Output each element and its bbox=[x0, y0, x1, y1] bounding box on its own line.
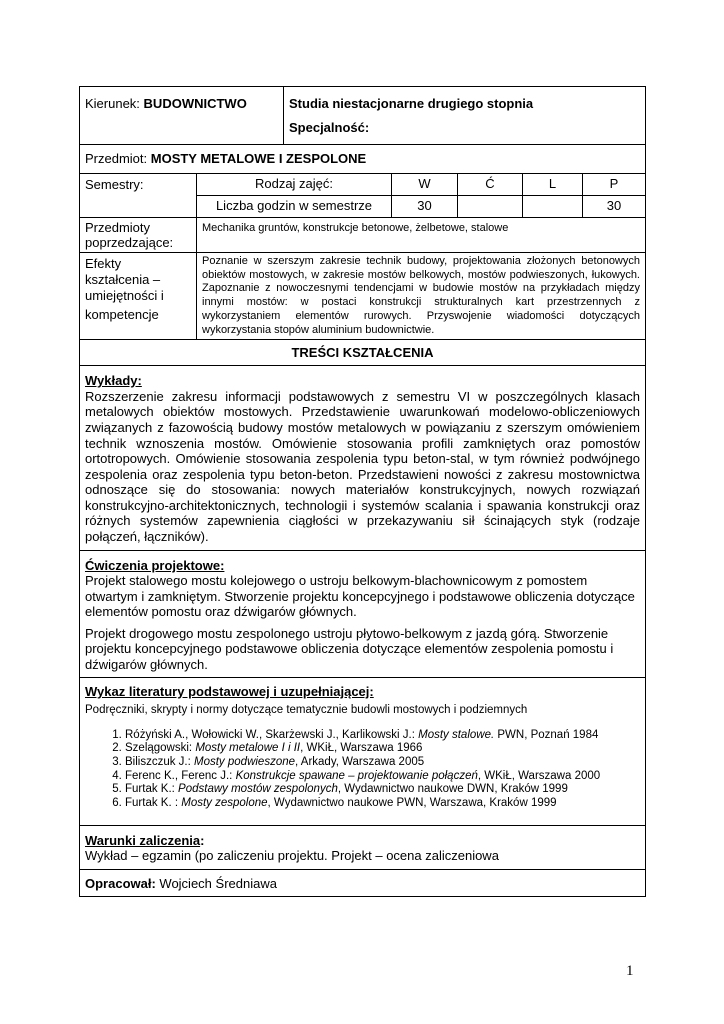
przedmiot-row bbox=[80, 145, 646, 174]
literatura-publisher: PWN, Poznań 1984 bbox=[494, 728, 599, 741]
rodzaj-zajec-label: Rodzaj zajęć: bbox=[197, 174, 392, 196]
wyklady-row bbox=[80, 366, 646, 550]
godziny-w: 30 bbox=[392, 196, 458, 218]
literatura-item bbox=[125, 756, 640, 770]
efekty-label bbox=[80, 253, 197, 340]
tresci-title: TREŚCI KSZTAŁCENIA bbox=[80, 340, 646, 366]
page-number: 1 bbox=[626, 963, 634, 979]
warunki-title: Warunki zaliczenia bbox=[85, 832, 201, 848]
efekty-label-line-3: umiejętności i bbox=[85, 288, 164, 303]
opracowal-value: Wojciech Średniawa bbox=[155, 875, 277, 891]
literatura-authors: Furtak K.: bbox=[125, 783, 179, 796]
literatura-list bbox=[85, 729, 640, 811]
literatura-book-title: Podstawy mostów zespolonych bbox=[178, 783, 338, 796]
opracowal-row bbox=[80, 869, 646, 896]
literatura-item bbox=[125, 742, 640, 756]
literatura-book-title: Mosty podwieszone bbox=[194, 755, 296, 768]
cwiczenia-row bbox=[80, 550, 646, 678]
kierunek-value: BUDOWNICTWO bbox=[143, 96, 247, 111]
przedmiot-label: Przedmiot: bbox=[85, 151, 151, 166]
column-c: Ć bbox=[458, 174, 523, 196]
literatura-item bbox=[125, 729, 640, 743]
godziny-label: Liczba godzin w semestrze bbox=[197, 196, 392, 218]
literatura-book-title: Mosty stalowe. bbox=[418, 728, 495, 741]
literatura-item bbox=[125, 783, 640, 797]
literatura-book-title: Konstrukcje spawane – projektowanie połączeń bbox=[235, 769, 478, 782]
literatura-authors: Różyński A., Wołowicki W., Skarżewski J., Karlikowski J.: bbox=[125, 728, 419, 741]
specjalnosc-label: Specjalność: bbox=[289, 119, 370, 135]
warunki-heading bbox=[85, 833, 640, 849]
opracowal-cell bbox=[80, 869, 646, 896]
syllabus-table bbox=[79, 86, 646, 897]
warunki-text: Wykład – egzamin (po zaliczeniu projektu. Projekt – ocena zaliczeniowa bbox=[85, 848, 499, 864]
literatura-book-title: Mosty metalowe I i II bbox=[195, 742, 301, 755]
cwiczenia-section bbox=[80, 550, 646, 678]
literatura-publisher: , WKiŁ, Warszawa 1966 bbox=[300, 742, 423, 755]
godziny-l bbox=[523, 196, 583, 218]
godziny-p: 30 bbox=[583, 196, 646, 218]
literatura-publisher: , WKiŁ, Warszawa 2000 bbox=[477, 769, 601, 782]
wyklady-text: Rozszerzenie zakresu informacji podstawowych z semestru VI w poszczególnych klasach metalowych obiektów mostowych. Przedstawienie uwarunkowań modelowo-obliczeniowych związanych z fazowością budowy mostów metalowych w powiązaniu z szerszym omówieniem technik wznoszenia mostów. Omówienie stosowania profili zamkniętych oraz pomostów ortotropowych. Omówienie stosowania zespolenia typu beton-stal, w tym również podwójnego zespolenia oraz zespolenia typu beton-beton. Przedstawieni nowości z zakresu mostownictwa odnoszące się do stosowania: nowych materiałów konstrukcyjnych, nowych rozwiązań konstrukcyjno-architektonicznych, technologii i systemów scalania i spawania konstrukcji oraz różnych systemów zapewnienia ciągłości w przekazywaniu sił ścinających styk (rodzaje połączeń, łączników). bbox=[85, 388, 640, 545]
column-p: P bbox=[583, 174, 646, 196]
cwiczenia-paragraph-2: Projekt drogowego mostu zespolonego ustroju płytowo-belkowym z jazdą górą. Stworzenie projektu koncepcyjnego podstawowe obliczenia dotyczące elementów zespolenia pomostu i dźwigarów głównych. bbox=[85, 625, 614, 672]
warunki-colon: : bbox=[200, 832, 205, 848]
literatura-item bbox=[125, 797, 640, 811]
warunki-row bbox=[80, 825, 646, 869]
semestry-row bbox=[80, 174, 646, 196]
literatura-authors: Szelągowski: bbox=[125, 742, 196, 755]
literatura-publisher: , Wydawnictwo naukowe DWN, Kraków 1999 bbox=[337, 783, 568, 796]
efekty-row bbox=[80, 253, 646, 340]
przedmioty-row bbox=[80, 218, 646, 253]
przedmioty-value: Mechanika gruntów, konstrukcje betonowe, żelbetowe, stalowe bbox=[197, 218, 646, 253]
warunki-section bbox=[80, 825, 646, 869]
cwiczenia-title: Ćwiczenia projektowe: bbox=[85, 557, 225, 573]
tresci-row bbox=[80, 340, 646, 366]
wyklady-section bbox=[80, 366, 646, 550]
opracowal-label: Opracował: bbox=[85, 875, 156, 891]
efekty-label-line-1: Efekty bbox=[85, 256, 122, 271]
przedmioty-label: Przedmioty poprzedzające: bbox=[80, 218, 197, 253]
wyklady-title: Wykłady: bbox=[85, 373, 142, 389]
studia-cell bbox=[284, 87, 646, 145]
przedmiot-value: MOSTY METALOWE I ZESPOLONE bbox=[150, 151, 367, 166]
literatura-authors: Biliszczuk J.: bbox=[125, 755, 195, 768]
literatura-authors: Ferenc K., Ferenc J.: bbox=[125, 769, 236, 782]
column-l: L bbox=[523, 174, 583, 196]
cwiczenia-paragraph-1: Projekt stalowego mostu kolejowego o ustroju belkowym-blachownicowym z pomostem otwartym i zamkniętym. Stworzenie projektu koncepcyjnego i podstawowe obliczenia dotyczące elementów pomostu oraz dźwigarów głównych. bbox=[85, 573, 635, 620]
kierunek-label: Kierunek: bbox=[85, 96, 144, 111]
literatura-publisher: , Wydawnictwo naukowe PWN, Warszawa, Kraków 1999 bbox=[267, 796, 557, 809]
literatura-book-title: Mosty zespolone bbox=[181, 796, 268, 809]
literatura-authors: Furtak K. : bbox=[125, 796, 182, 809]
kierunek-cell bbox=[80, 87, 284, 145]
literatura-title: Wykaz literatury podstawowej i uzupełniającej: bbox=[85, 684, 374, 700]
studia-text: Studia niestacjonarne drugiego stopnia bbox=[289, 96, 534, 111]
semestry-label: Semestry: bbox=[80, 174, 197, 218]
header-row bbox=[80, 87, 646, 145]
column-w: W bbox=[392, 174, 458, 196]
efekty-text: Poznanie w szerszym zakresie technik budowy, projektowania złożonych betonowych obiektów mostowych, w zakresie mostów belkowych, mostów podwieszonych, łukowych. Zapoznanie z nowoczesnymi tendencjami w budowie mostów na przykładach między innymi mostów: w postaci konstrukcji strukturalnych kart przestrzennych z wykorzystaniem elementów rurowych. Przyswojenie wiadomości dotyczących wykorzystania stopów aluminium budownictwie. bbox=[197, 253, 646, 340]
literatura-publisher: , Arkady, Warszawa 2005 bbox=[295, 755, 425, 768]
literatura-intro: Podręczniki, skrypty i normy dotyczące tematycznie budowli mostowych i podziemnych bbox=[85, 703, 528, 716]
przedmiot-cell bbox=[80, 145, 646, 174]
literatura-row bbox=[80, 678, 646, 826]
efekty-label-line-4: kompetencje bbox=[85, 307, 159, 322]
literatura-item bbox=[125, 770, 640, 784]
literatura-section bbox=[80, 678, 646, 826]
godziny-c bbox=[458, 196, 523, 218]
efekty-label-line-2: kształcenia – bbox=[85, 272, 161, 287]
